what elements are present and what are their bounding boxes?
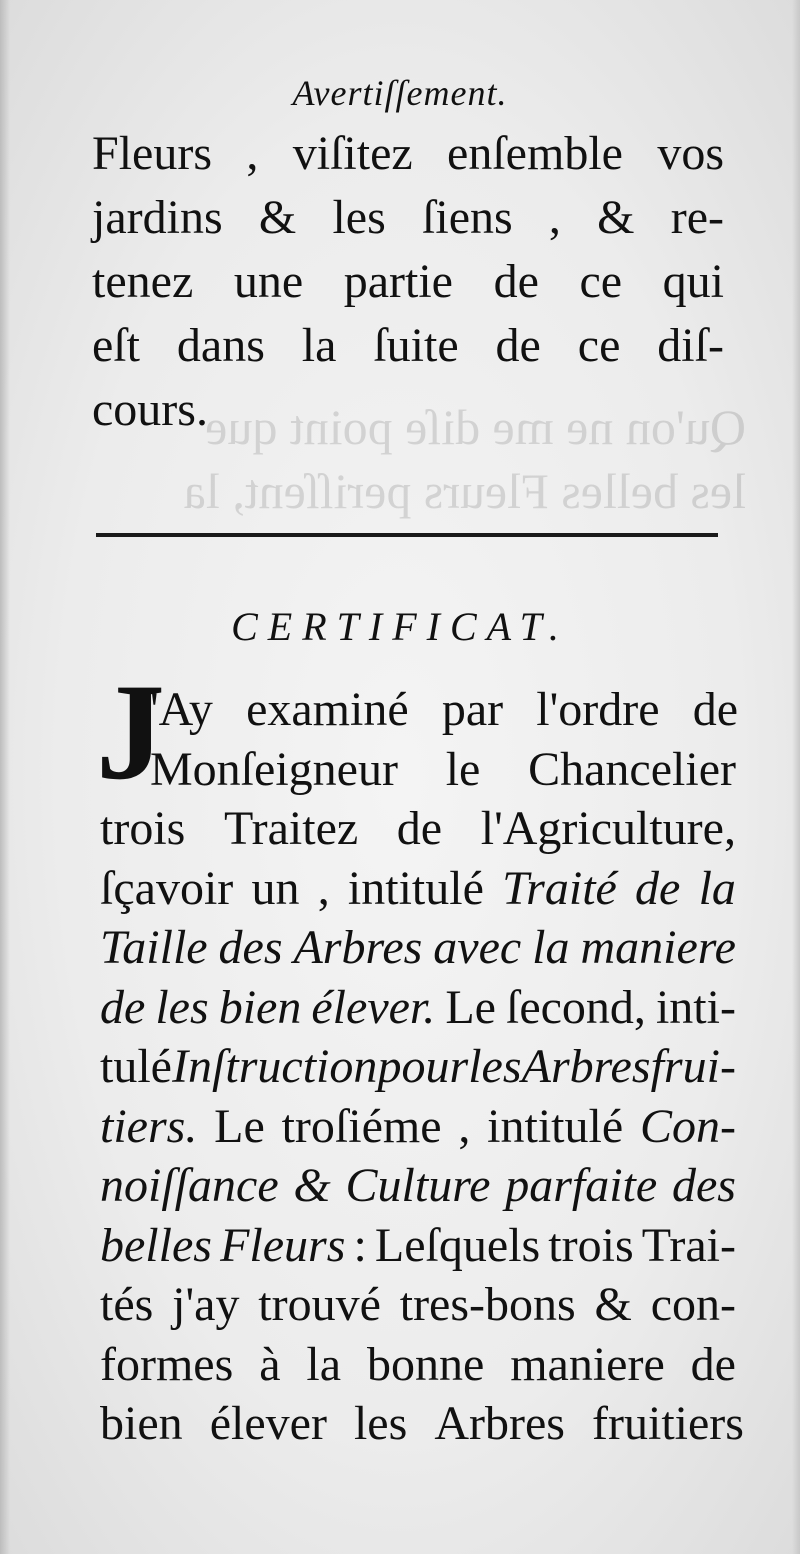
word: diſ- [657,319,724,372]
word: Fleurs [92,127,212,180]
word: ſecond, [505,980,646,1034]
word: & [293,1159,331,1212]
word: intitulé [487,1099,624,1153]
text-line [100,799,736,859]
word: , [458,1099,471,1153]
word: noiſſance [100,1159,279,1212]
word: j'ay [172,1278,240,1331]
word: : [353,1218,367,1272]
word: 'Ay [150,683,213,736]
word: fruitiers [592,1397,744,1450]
word: de [692,683,738,736]
word: une [233,255,304,308]
text-line [92,380,724,440]
word: Le [214,1099,265,1153]
word: tulé [100,1040,172,1093]
word: tenez [92,255,194,308]
word: bien [100,1397,183,1450]
word: formes [100,1337,234,1391]
word: Culture [345,1159,491,1212]
word: l'ordre [536,683,660,736]
word: avec [433,921,522,974]
text-line [92,124,724,184]
word: Arbres [521,1040,651,1093]
word: ſçavoir [100,861,234,915]
certificat-heading: CERTIFICAT. [231,604,569,649]
word: , [246,127,259,180]
word: élever. [311,980,436,1034]
word: de [493,255,539,308]
page-edge-shadow-left [0,0,10,1554]
word: enſemble [447,127,623,180]
word: & [594,1278,632,1331]
word: des [218,921,283,974]
word: l'Agriculture, [480,802,736,855]
word: frui- [650,1040,736,1093]
word: jardins [92,191,223,244]
word: les [468,1040,522,1093]
word: de [495,319,541,372]
word: les [332,191,386,244]
word: Arbres [293,921,423,974]
word: tres-bons [399,1278,576,1331]
text-line [92,252,724,312]
text-line [150,740,736,800]
word: Con- [639,1099,736,1153]
word: tés [100,1278,154,1331]
word: trouvé [258,1278,381,1331]
word: les [353,1397,408,1450]
word: trois [548,1218,634,1272]
word: de [690,1337,736,1391]
word: maniere [580,921,736,974]
word: un [251,861,300,915]
word: à [259,1337,281,1391]
word: ce [577,319,621,372]
word: Arbres [434,1397,565,1450]
text-line [100,1216,736,1276]
word: Fleurs [220,1218,346,1272]
word: eſt [92,319,140,372]
word: ce [579,255,623,308]
word: & [258,191,297,244]
word: , [317,861,330,915]
word: partie [343,255,453,308]
word: tiers. [100,1099,198,1153]
text-line [150,680,738,740]
text-line [92,316,724,376]
word: Le [445,980,496,1034]
word: Taille [100,921,208,974]
drop-cap: J [96,655,165,808]
word: la [532,921,570,974]
word: élever [209,1397,327,1450]
word: Monſeigneur [150,742,398,796]
word: troſiéme [281,1099,442,1153]
word: de [635,861,681,915]
bleed-through-line: les belles Fleurs periſſent, la [183,463,746,519]
word: Traitez [223,802,359,855]
word: viſitez [292,127,413,180]
word: & [597,191,635,244]
word: ſiens [422,191,513,244]
text-line [100,1335,736,1395]
page-edge-shadow-right [792,0,800,1554]
word: des [671,1159,736,1212]
word: , [548,191,561,244]
text-line [100,1156,736,1216]
word: trois [100,802,186,855]
word: vos [657,127,724,180]
text-line [100,1275,736,1335]
word: la [301,319,337,372]
word: belles [100,1218,212,1272]
text-line [100,918,736,978]
word: le [445,742,481,796]
word: bien [218,980,302,1034]
section-rule [96,533,718,537]
word: examiné [246,683,409,736]
word: par [441,683,504,736]
word: Traité [502,861,617,915]
bleed-through-line: Qu'on ne me diſe point que [205,399,746,455]
word: qui [662,255,724,308]
word: maniere [510,1337,665,1391]
word: dans [176,319,265,372]
text-line [100,859,736,919]
word: Trai- [641,1218,736,1272]
word: cours. [92,383,208,436]
word: de [396,802,443,855]
word: ſuite [373,319,459,372]
word: Inſtruction [172,1040,378,1093]
word: la [306,1337,342,1391]
text-line [100,1394,744,1454]
running-head: Avertiſſement. [292,73,508,113]
word: la [698,861,736,915]
word: intitulé [347,861,484,915]
text-line [100,1037,736,1097]
word: re- [670,191,724,244]
word: pour [377,1040,469,1093]
word: de [100,980,146,1034]
word: Chancelier [528,742,736,796]
text-line [100,978,736,1038]
word: inti- [655,980,736,1034]
text-line [100,1097,736,1157]
word: con- [650,1278,736,1331]
word: les [155,980,209,1034]
text-line [92,188,724,248]
word: bonne [366,1337,485,1391]
word: parfaite [505,1159,658,1212]
word: Leſquels [374,1218,541,1272]
